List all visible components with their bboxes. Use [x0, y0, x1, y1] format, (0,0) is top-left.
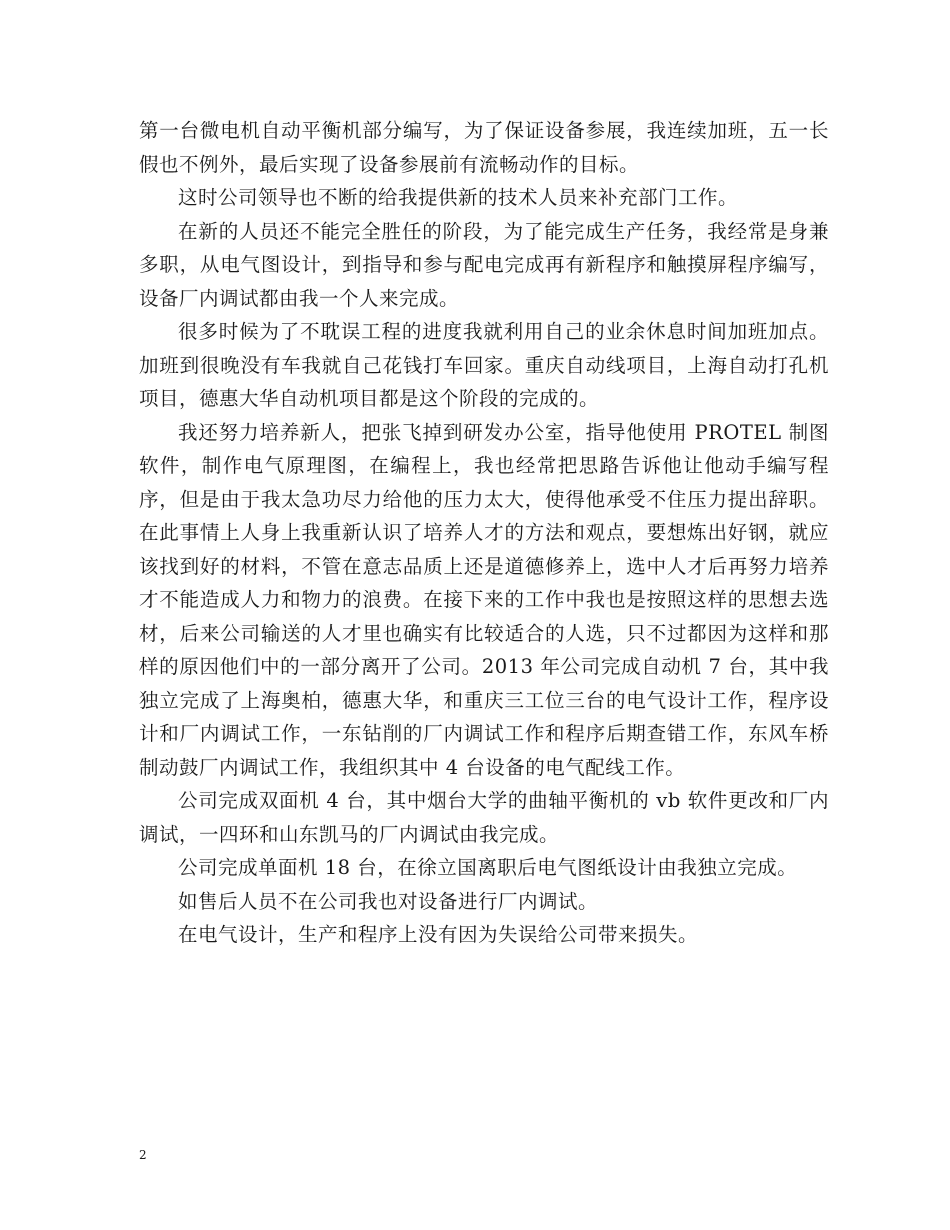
- document-body: [139, 114, 829, 952]
- paragraph-6: 公司完成双面机 4 台，其中烟台大学的曲轴平衡机的 vb 软件更改和厂内调试，一四环和山东凯马的厂内调试由我完成。: [139, 789, 829, 846]
- paragraph-5: 我还努力培养新人，把张飞掉到研发办公室，指导他使用 PROTEL 制图软件，制作电气原理图，在编程上，我也经常把思路告诉他让他动手编写程序，但是由于我太急功尽力给他的压力太大，使得他承受不住压力提出辞职。在此事情上人身上我重新认识了培养人才的方法和观点，要想炼出好钢，就应该找到好的材料，不管在意志品质上还是道德修养上，选中人才后再努力培养才不能造成人力和物力的浪费。在接下来的工作中我也是按照这样的思想去选材，后来公司输送的人才里也确实有比较适合的人选，只不过都因为这样和那样的原因他们中的一部分离开了公司。2013 年公司完成自动机 7 台，其中我独立完成了上海奥柏，德惠大华，和重庆三工位三台的电气设计工作，程序设计和厂内调试工作，一东钻削的厂内调试工作和程序后期查错工作，东风车桥制动鼓厂内调试工作，我组织其中 4 台设备的电气配线工作。: [139, 420, 829, 779]
- paragraph-9: 在电气设计，生产和程序上没有因为失误给公司带来损失。: [178, 923, 699, 946]
- page-number: 2: [139, 1148, 147, 1162]
- paragraph-1: 第一台微电机自动平衡机部分编写，为了保证设备参展，我连续加班，五一长假也不例外，最后实现了设备参展前有流畅动作的目标。: [139, 119, 829, 176]
- paragraph-4: 很多时候为了不耽误工程的进度我就利用自己的业余休息时间加班加点。加班到很晚没有车我就自己花钱打车回家。重庆自动线项目，上海自动打孔机项目，德惠大华自动机项目都是这个阶段的完成的。: [139, 320, 829, 410]
- paragraph-3: 在新的人员还不能完全胜任的阶段，为了能完成生产任务，我经常是身兼多职，从电气图设计，到指导和参与配电完成再有新程序和触摸屏程序编写，设备厂内调试都由我一个人来完成。: [139, 219, 829, 310]
- paragraph-8: 如售后人员不在公司我也对设备进行厂内调试。: [178, 889, 599, 913]
- paragraph-7: 公司完成单面机 18 台，在徐立国离职后电气图纸设计由我独立完成。: [178, 856, 798, 879]
- paragraph-2: 这时公司领导也不断的给我提供新的技术人员来补充部门工作。: [178, 186, 739, 209]
